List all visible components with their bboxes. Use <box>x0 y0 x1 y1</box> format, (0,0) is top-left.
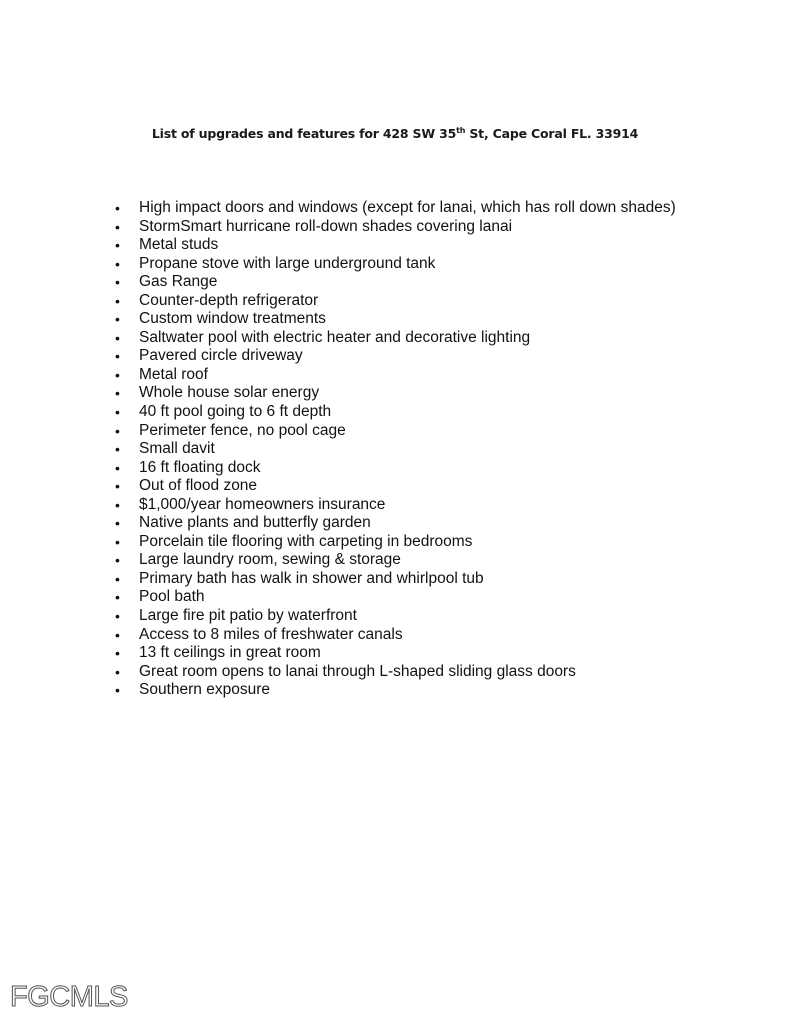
feature-text: Small davit <box>139 440 215 458</box>
bullet-icon: • <box>115 237 120 254</box>
feature-list <box>113 199 676 700</box>
list-item <box>113 681 676 700</box>
feature-text: Southern exposure <box>139 681 270 699</box>
document-title <box>0 126 790 141</box>
list-item <box>113 384 676 403</box>
list-item <box>113 644 676 663</box>
bullet-icon: • <box>115 552 120 569</box>
bullet-icon: • <box>115 385 120 402</box>
feature-text: Metal roof <box>139 365 208 383</box>
feature-text: 13 ft ceilings in great room <box>139 644 321 662</box>
feature-text: Custom window treatments <box>139 310 326 328</box>
list-item <box>113 310 676 329</box>
bullet-icon: • <box>115 645 120 662</box>
feature-text: Primary bath has walk in shower and whirlpool tub <box>139 569 484 587</box>
feature-text: Access to 8 miles of freshwater canals <box>139 625 403 643</box>
list-item <box>113 236 676 255</box>
bullet-icon: • <box>115 274 120 291</box>
list-item <box>113 440 676 459</box>
bullet-icon: • <box>115 608 120 625</box>
bullet-icon: • <box>115 292 120 309</box>
list-item <box>113 366 676 385</box>
bullet-icon: • <box>115 682 120 699</box>
feature-text: Large fire pit patio by waterfront <box>139 607 357 625</box>
mls-watermark: FGCMLS <box>10 981 128 1013</box>
list-item <box>113 329 676 348</box>
bullet-icon: • <box>115 441 120 458</box>
feature-text: Pool bath <box>139 588 205 606</box>
feature-text: $1,000/year homeowners insurance <box>139 495 386 513</box>
list-item <box>113 551 676 570</box>
list-item <box>113 255 676 274</box>
bullet-icon: • <box>115 626 120 643</box>
list-item <box>113 199 676 218</box>
bullet-icon: • <box>115 496 120 513</box>
bullet-icon: • <box>115 404 120 421</box>
title-ordinal-suffix: th <box>456 125 466 135</box>
feature-text: Perimeter fence, no pool cage <box>139 421 346 439</box>
list-item <box>113 533 676 552</box>
list-item <box>113 403 676 422</box>
feature-text: 16 ft floating dock <box>139 458 261 476</box>
list-item <box>113 273 676 292</box>
bullet-icon: • <box>115 459 120 476</box>
bullet-icon: • <box>115 366 120 383</box>
feature-text: Porcelain tile flooring with carpeting in bedrooms <box>139 532 473 550</box>
bullet-icon: • <box>115 255 120 272</box>
feature-text: High impact doors and windows (except for lanai, which has roll down shades) <box>139 199 676 216</box>
list-item <box>113 570 676 589</box>
feature-text: Saltwater pool with electric heater and decorative lighting <box>139 328 531 346</box>
list-item <box>113 422 676 441</box>
list-item <box>113 496 676 515</box>
bullet-icon: • <box>115 478 120 495</box>
list-item <box>113 459 676 478</box>
feature-text: Metal studs <box>139 236 219 254</box>
list-item <box>113 477 676 496</box>
bullet-icon: • <box>115 570 120 587</box>
bullet-icon: • <box>115 589 120 606</box>
list-item <box>113 607 676 626</box>
bullet-icon: • <box>115 533 120 550</box>
bullet-icon: • <box>115 311 120 328</box>
list-item <box>113 626 676 645</box>
list-item <box>113 292 676 311</box>
bullet-icon: • <box>115 348 120 365</box>
title-text: List of upgrades and features for 428 SW 35 <box>151 126 457 141</box>
feature-text: Gas Range <box>139 273 218 291</box>
title-text-end: St, Cape Coral FL. 33914 <box>465 126 639 141</box>
bullet-icon: • <box>115 422 120 439</box>
feature-text: 40 ft pool going to 6 ft depth <box>139 403 332 421</box>
list-item <box>113 663 676 682</box>
list-item <box>113 588 676 607</box>
bullet-icon: • <box>115 663 120 680</box>
feature-text: Native plants and butterfly garden <box>139 514 371 532</box>
list-item <box>113 347 676 366</box>
feature-text: StormSmart hurricane roll-down shades covering lanai <box>139 217 513 235</box>
bullet-icon: • <box>115 218 120 235</box>
feature-text: Propane stove with large underground tank <box>139 254 436 272</box>
list-item <box>113 218 676 237</box>
feature-text: Counter-depth refrigerator <box>139 291 319 309</box>
feature-text: Whole house solar energy <box>139 384 320 402</box>
feature-text: Pavered circle driveway <box>139 347 303 365</box>
feature-text: Out of flood zone <box>139 477 258 495</box>
bullet-icon: • <box>115 200 120 216</box>
bullet-icon: • <box>115 329 120 346</box>
list-item <box>113 514 676 533</box>
bullet-icon: • <box>115 515 120 532</box>
feature-text: Great room opens to lanai through L-shaped sliding glass doors <box>139 662 576 680</box>
feature-text: Large laundry room, sewing & storage <box>139 551 401 569</box>
